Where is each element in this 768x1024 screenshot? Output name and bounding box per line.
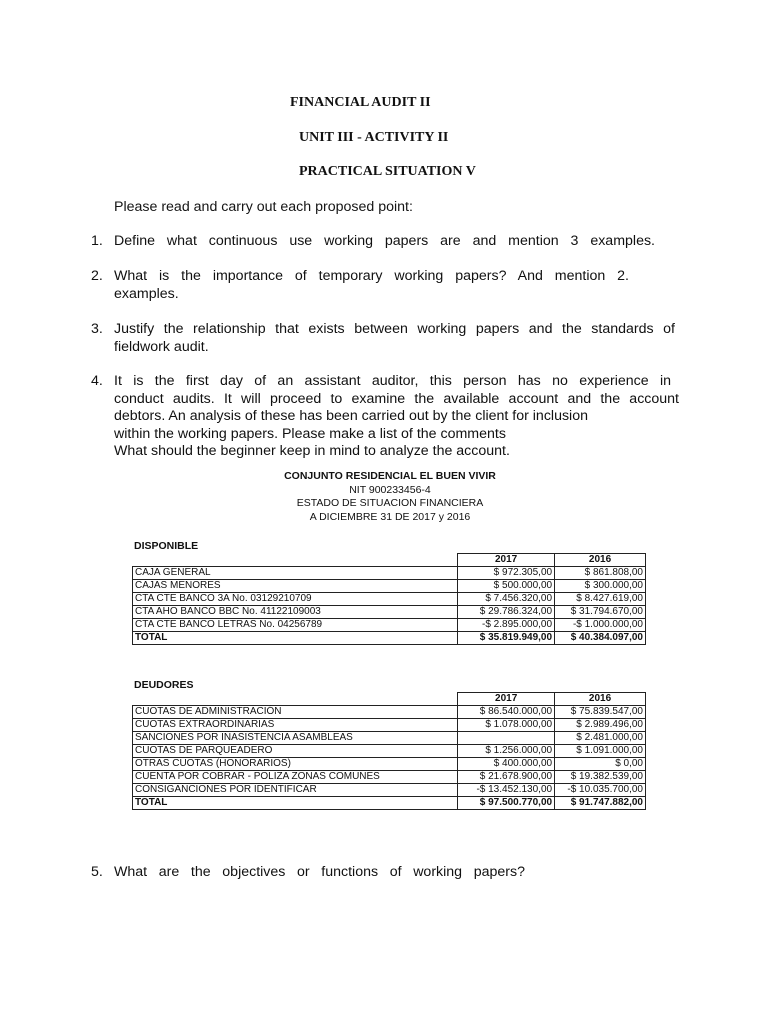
question-text <box>114 268 629 303</box>
account-name: CAJA GENERAL <box>133 567 458 580</box>
table-row <box>133 567 646 580</box>
value-2016: $ 2.481.000,00 <box>555 732 646 745</box>
year-header: 2017 <box>458 693 555 706</box>
disponible-table <box>132 553 646 645</box>
value-2017: $ 500.000,00 <box>458 580 555 593</box>
deudores-label: DEUDORES <box>134 679 194 691</box>
entity-name: CONJUNTO RESIDENCIAL EL BUEN VIVIR <box>284 470 496 482</box>
account-name: OTRAS CUOTAS (HONORARIOS) <box>133 758 458 771</box>
question-number: 4. <box>91 373 103 389</box>
year-header: 2017 <box>458 554 555 567</box>
table-row <box>133 706 646 719</box>
total-2016: $ 91.747.882,00 <box>555 797 646 810</box>
year-header: 2016 <box>555 554 646 567</box>
table-row <box>133 580 646 593</box>
year-header: 2016 <box>555 693 646 706</box>
question-text <box>114 373 679 461</box>
total-2016: $ 40.384.097,00 <box>555 632 646 645</box>
question-line: Justify the relationship that exists between working papers and the standards of <box>114 321 675 337</box>
disponible-label: DISPONIBLE <box>134 540 199 552</box>
account-name: CTA CTE BANCO LETRAS No. 04256789 <box>133 619 458 632</box>
situation-heading: PRACTICAL SITUATION V <box>299 164 476 179</box>
value-2017: -$ 2.895.000,00 <box>458 619 555 632</box>
table-row <box>133 606 646 619</box>
value-2016: -$ 1.000.000,00 <box>555 619 646 632</box>
table-row <box>133 771 646 784</box>
value-2016: $ 31.794.670,00 <box>555 606 646 619</box>
value-2016: $ 861.808,00 <box>555 567 646 580</box>
question-text <box>114 321 675 356</box>
value-2016: $ 1.091.000,00 <box>555 745 646 758</box>
unit-heading: UNIT III - ACTIVITY II <box>299 130 449 145</box>
question-line: fieldwork audit. <box>114 338 209 355</box>
value-2017: $ 29.786.324,00 <box>458 606 555 619</box>
account-name: CTA AHO BANCO BBC No. 41122109003 <box>133 606 458 619</box>
table-row <box>133 745 646 758</box>
table-row <box>133 619 646 632</box>
table-row <box>133 784 646 797</box>
value-2016: $ 2.989.496,00 <box>555 719 646 732</box>
question-line: What is the importance of temporary working papers? And mention 2. <box>114 268 629 284</box>
account-name: CAJAS MENORES <box>133 580 458 593</box>
question-line: debtors. An analysis of these has been carried out by the client for inclusion <box>114 408 588 424</box>
report-period: A DICIEMBRE 31 DE 2017 y 2016 <box>309 510 471 523</box>
question-number: 3. <box>91 321 103 337</box>
value-2016: $ 0,00 <box>555 758 646 771</box>
total-2017: $ 97.500.770,00 <box>458 797 555 810</box>
question-line: What are the objectives or functions of working papers? <box>114 864 525 880</box>
question-line: What should the beginner keep in mind to analyze the account. <box>114 443 510 459</box>
question-line: It is the first day of an assistant auditor, this person has no experience in <box>114 373 671 389</box>
account-name: CTA CTE BANCO 3A No. 03129210709 <box>133 593 458 606</box>
table-row <box>133 758 646 771</box>
account-name: CONSIGANCIONES POR IDENTIFICAR <box>133 784 458 797</box>
value-2017 <box>458 732 555 745</box>
account-name: CUOTAS DE PARQUEADERO <box>133 745 458 758</box>
value-2017: $ 972.305,00 <box>458 567 555 580</box>
value-2016: $ 300.000,00 <box>555 580 646 593</box>
total-2017: $ 35.819.949,00 <box>458 632 555 645</box>
question-number: 1. <box>91 233 103 249</box>
table-header-row <box>133 693 646 706</box>
value-2017: $ 1.078.000,00 <box>458 719 555 732</box>
report-name: ESTADO DE SITUACION FINANCIERA <box>296 497 484 509</box>
account-name: CUENTA POR COBRAR - POLIZA ZONAS COMUNES <box>133 771 458 784</box>
question-text <box>114 864 525 882</box>
question-line: within the working papers. Please make a list of the comments <box>114 425 506 442</box>
value-2017: $ 1.256.000,00 <box>458 745 555 758</box>
value-2016: $ 19.382.539,00 <box>555 771 646 784</box>
account-name: CUOTAS EXTRAORDINARIAS <box>133 719 458 732</box>
value-2016: $ 75.839.547,00 <box>555 706 646 719</box>
value-2016: -$ 10.035.700,00 <box>555 784 646 797</box>
question-line: examples. <box>114 285 179 302</box>
table-header-row <box>133 554 646 567</box>
intro-text: Please read and carry out each proposed point: <box>114 199 413 215</box>
entity-nit: NIT 900233456-4 <box>349 483 431 496</box>
table-row <box>133 719 646 732</box>
question-number: 2. <box>91 268 103 284</box>
account-name: CUOTAS DE ADMINISTRACIÓN <box>133 706 458 719</box>
document-title: FINANCIAL AUDIT II <box>290 95 431 110</box>
table-row <box>133 593 646 606</box>
deudores-table <box>132 692 646 810</box>
value-2017: $ 400.000,00 <box>458 758 555 771</box>
question-line: conduct audits. It will proceed to examine the available account and the account <box>114 390 679 407</box>
value-2017: $ 86.540.000,00 <box>458 706 555 719</box>
total-label: TOTAL <box>133 632 458 645</box>
value-2017: -$ 13.452.130,00 <box>458 784 555 797</box>
table-row <box>133 732 646 745</box>
account-name: SANCIONES POR INASISTENCIA ASAMBLEAS <box>133 732 458 745</box>
total-label: TOTAL <box>133 797 458 810</box>
value-2017: $ 7.456.320,00 <box>458 593 555 606</box>
value-2017: $ 21.678.900,00 <box>458 771 555 784</box>
question-text <box>114 233 655 251</box>
total-row <box>133 632 646 645</box>
total-row <box>133 797 646 810</box>
statement-header <box>250 470 530 524</box>
value-2016: $ 8.427.619,00 <box>555 593 646 606</box>
question-number: 5. <box>91 864 103 880</box>
question-line: Define what continuous use working papers are and mention 3 examples. <box>114 233 655 249</box>
